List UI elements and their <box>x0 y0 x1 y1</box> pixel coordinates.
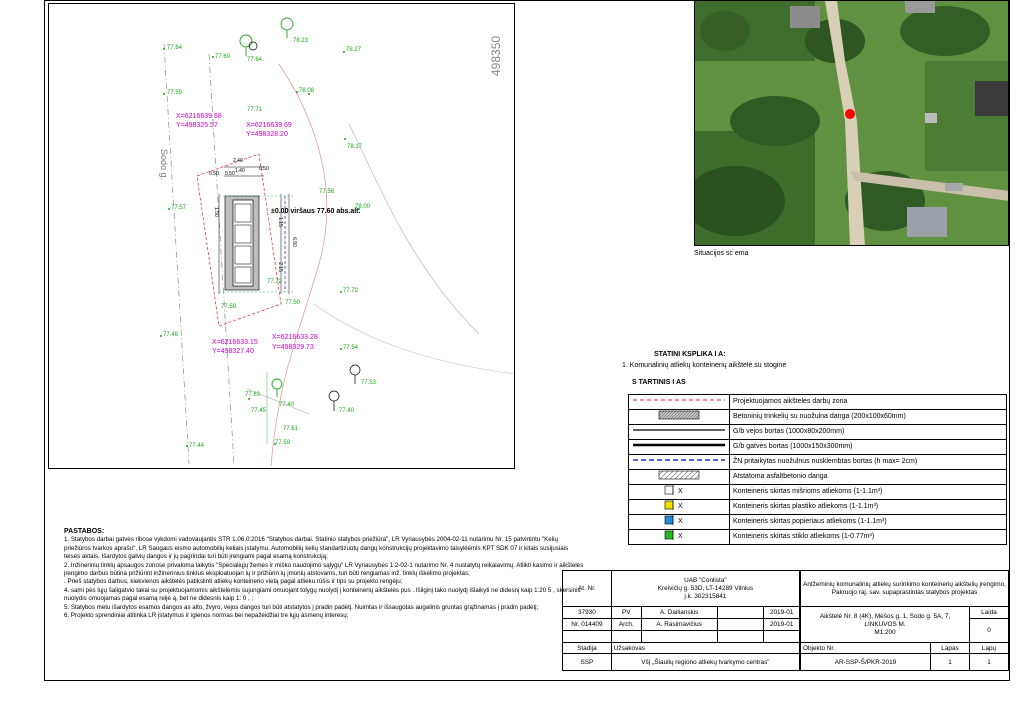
signer-nr: 37930 <box>563 607 612 619</box>
dim-label: 2.40 <box>233 158 243 164</box>
note-item: 5. Statybos metu išardytos esamos dangos as alto, žvyro, vejos dangos turi būti atstatytos į pradin padėtį. Nuimtas ir išsaugotas augalinis gruntas grąžinamas į pradin padėtį; <box>64 603 539 611</box>
explication-item: 1. Komunalinių atliekų konteinerių aikštelė su stogine <box>622 362 787 369</box>
coord-1-x: X=6216639.58 <box>176 113 222 120</box>
legend-title: S TARTINIS I AS <box>632 379 686 386</box>
coord-3-y: Y=498327.40 <box>212 348 254 355</box>
elev-mark: 78.17 <box>347 144 363 150</box>
coord-4-y: Y=498329.73 <box>272 344 314 351</box>
legend-row <box>629 500 1007 515</box>
coord-1-y: Y=498325.57 <box>176 122 218 129</box>
blank-cell <box>764 631 800 643</box>
signer-name: A. Rasimavičius <box>641 619 717 631</box>
plan-vertical-code: 498350 <box>489 35 503 76</box>
legend-table <box>628 394 1007 545</box>
title-block-left <box>562 570 800 671</box>
signature <box>717 619 764 631</box>
notes <box>64 528 584 620</box>
legend-symbol <box>629 470 730 485</box>
legend-symbol <box>629 485 730 500</box>
dim-label: 1.15 <box>276 217 283 227</box>
elev-mark: 77.45 <box>251 408 267 414</box>
dim-label: 1.50 <box>212 207 219 217</box>
dim-label: 0.50 <box>259 166 269 172</box>
coord-2-y: Y=498328.20 <box>246 131 288 138</box>
street-axis-line <box>164 44 189 464</box>
note-item: . Prieš statybos darbus, kiekvienos aikštelės patikslinti atliekų konteinerio vietą pagal atlieku rūšis ir tips su projekto rengėju; <box>64 578 403 586</box>
situation-aerial-map <box>694 0 1009 246</box>
stadija-value: SSP <box>563 654 612 671</box>
legend-label: ŽN pritaikytas nuožulnus nusklembtas bortas (h max= 2cm) <box>730 455 1007 470</box>
company-address: Kreivičių g. 53D, LT-14289 Vilnius <box>657 584 754 592</box>
legend-symbol <box>629 455 730 470</box>
elev-mark: 78.08 <box>299 88 315 94</box>
company-code: į.k. 302315841 <box>684 592 727 600</box>
site-line-1: Aikštelė Nr. 8 (4K), Mėšos g. 1, Sodo g. 5A, 7, <box>819 612 951 620</box>
elev-mark: 77.72 <box>267 279 283 285</box>
elev-mark: 77.61 <box>283 426 299 432</box>
container-4 <box>235 267 251 283</box>
elev-mark: 77.50 <box>285 300 301 306</box>
elev-mark: 77.63 <box>245 392 261 398</box>
elev-mark: 77.59 <box>275 440 291 446</box>
at-nr-label: At. Nr. <box>563 571 612 607</box>
legend-symbol <box>629 425 730 440</box>
legend-row <box>629 395 1007 410</box>
lapu-value: 1 <box>970 654 1009 671</box>
note-item: 2. Inžinerinių tinklų apsaugos zonose privaloma laikytis "Specialiųjų žemės ir miško naudojimo sąlygų" LR Vyriausybės 1 2-02-1 nutarimo Nr. 4 nustatytų reikalavimų. Atlikti kasimo ir aikštelės įrengimo darbus būtina prižiūrint inžinerinius tinklus eksploatuojan ių ir prižiūrin ių įmonių atstovams, turi būti rengiamas inž. tinklų iškėlimo projektas; <box>64 561 584 578</box>
uzsakovas-label: Užsakovas <box>611 643 799 654</box>
legend-row <box>629 410 1007 425</box>
container-mark: X <box>678 503 683 510</box>
signer-nr: Nr. 014409 <box>563 619 612 631</box>
elev-mark: 77.64 <box>167 45 183 51</box>
objekto-value: AR-SSP-Š/PKR-2019 <box>801 654 931 671</box>
legend-symbol <box>629 530 730 545</box>
lapas-label: Lapas <box>931 643 970 654</box>
elev-mark: 77.72 <box>343 288 359 294</box>
elev-mark: 77.54 <box>343 345 359 351</box>
legend-label: Atstatoma asfaltbetonio danga <box>730 470 1007 485</box>
legend-row <box>629 515 1007 530</box>
note-item: 6. Projekto sprendiniai atitinka LR įstatymus ir igienos normas bei nepažeidžiai tre lųjų asmenų interesų; <box>64 612 349 620</box>
signer-date: 2019-01 <box>764 619 800 631</box>
elev-mark: 77.58 <box>319 189 335 195</box>
coord-3-x: X=6216633.15 <box>212 339 258 346</box>
note-item: 4. sami pės lųjų šaligatvio takai su projektuojamomis aikštelėmis sujungiami omuojant tolygų nuolydį į konteinerių aikštelės pus . Išilginį tako nuolydį išlaikyti ne didesnį kaip 1:20 5 , skersinis nuolydis omuojamas pagal esamą reljė ą, bet ne didesnis kaip 1: 0 , ; <box>64 586 581 603</box>
legend-symbol <box>629 395 730 410</box>
container-1 <box>235 204 251 222</box>
explication-title: STATINI KSPLIKA I A: <box>654 351 726 358</box>
legend-symbol <box>629 410 730 425</box>
elev-mark: 77.64 <box>247 57 263 63</box>
elev-mark: 77.53 <box>361 380 377 386</box>
building <box>975 81 1009 116</box>
elev-mark: 77.46 <box>163 332 179 338</box>
elev-mark: 78.00 <box>355 204 371 210</box>
elev-mark: 77.71 <box>247 107 263 113</box>
legend-label: G/b vejos bortas (1000x80x200mm) <box>730 425 1007 440</box>
building <box>905 1 935 13</box>
blank-cell <box>641 631 717 643</box>
site-address <box>801 607 970 643</box>
container-mark: X <box>678 488 683 495</box>
title-block-right <box>800 570 1009 671</box>
container-2 <box>235 225 251 243</box>
elev-mark: 78.23 <box>293 38 309 44</box>
objekto-label: Objekto Nr. <box>801 643 931 654</box>
company-block <box>611 571 799 607</box>
legend-label: Konteineris skirtas popieriaus atliekoms (1-1.1m³) <box>730 515 1007 530</box>
blank-cell <box>611 631 641 643</box>
dim-label: 0.50 <box>225 171 235 177</box>
site-line-3: M1:200 <box>874 628 896 636</box>
container-3 <box>235 246 251 264</box>
legend-row <box>629 455 1007 470</box>
legend-row <box>629 530 1007 545</box>
legend-row <box>629 425 1007 440</box>
legend-label: Konteineris skirtas plastiko atliekoms (1-1.1m³) <box>730 500 1007 515</box>
elev-mark: 78.27 <box>346 47 362 53</box>
blank-cell <box>717 631 764 643</box>
site-plan-drawing <box>49 4 515 469</box>
site-location-marker <box>845 109 855 119</box>
signer-name: A. Dailianskis <box>641 607 717 619</box>
coord-4-x: X=6216633.28 <box>272 334 318 341</box>
container-mark: X <box>678 533 683 540</box>
signature <box>717 607 764 619</box>
dim-label: 2.15 <box>276 262 283 272</box>
legend-label: Konteineris skirtas stiklo atliekoms (1-0.77m³) <box>730 530 1007 545</box>
uzsakovas-value: VšĮ „Šiaulių regiono atliekų tvarkymo centras" <box>611 654 799 671</box>
elev-mark: 77.40 <box>279 402 295 408</box>
blank-cell <box>563 631 612 643</box>
laida-value: 0 <box>970 619 1009 643</box>
site-line-2: LINKUVOS M. <box>864 620 906 628</box>
legend-row <box>629 440 1007 455</box>
legend-symbol <box>629 500 730 515</box>
legend-label: Projektuojamos aikštelės darbų zona <box>730 395 1007 410</box>
signer-role: PV <box>611 607 641 619</box>
building <box>907 207 947 237</box>
dim-label: 6.50 <box>290 237 297 247</box>
lapas-value: 1 <box>931 654 970 671</box>
elev-mark: 77.44 <box>189 443 205 449</box>
legend-label: G/b gatvės bortas (1000x150x300mm) <box>730 440 1007 455</box>
stadija-label: Stadija <box>563 643 612 654</box>
elev-mark: 77.57 <box>171 205 187 211</box>
note-item: 1. Statybos darbai gatvės ribose vykdomi vadovaujantis STR 1.06.0:2016 "Statybos darbai. Statinio statybos priežiūra", LR Vyriausybės 2004-02-11 nutarimu Nr. 15 patvirtintu "Kelių priežiūros tvarkos aprašu", LR Saugaus eismo automobilių keliais įstatymu, Automobilių kelių standartizuotų dangų konstrukcijų projektavimo taisyklėmis KPT SDK 07 ir kitais susijusiais teisės aktais. Išardytos gatvių dangos ir jų pagrindai turi būti įrengiami pagal esamą konstrukciją; <box>64 536 569 561</box>
legend-row <box>629 485 1007 500</box>
site-plan <box>48 3 515 469</box>
company-name: UAB "Conlista" <box>684 576 727 584</box>
elev-mark: 77.40 <box>339 408 355 414</box>
situation-caption: Situacijos sc ema <box>694 250 749 257</box>
legend-label: Betoninių trinkelių su nuožulna danga (200x100x60mm) <box>730 410 1007 425</box>
laida-label: Laida <box>970 607 1009 619</box>
elev-mark: 77.59 <box>221 304 237 310</box>
legend-row <box>629 470 1007 485</box>
terrain-line <box>349 124 479 334</box>
signer-date: 2019-01 <box>764 607 800 619</box>
street-name-label: Sodo g. <box>159 149 169 181</box>
building <box>790 6 820 28</box>
project-title: Antžeminių komunalinių atliekų surinkimo konteinerių aikštelių įrengimo, Pakruojo raj. sav. supaprastintas statybos projektas <box>801 571 1009 607</box>
legend-label: Konteineris skirtas mišrioms atliekoms (1-1.1m³) <box>730 485 1007 500</box>
lapu-label: Lapų <box>970 643 1009 654</box>
elevation-label: ±0.00 viršaus 77.60 abs.alt. <box>271 208 361 215</box>
legend-symbol <box>629 515 730 530</box>
coord-2-x: X=6216639.69 <box>246 122 292 129</box>
terrain-line-2 <box>314 304 515 374</box>
aerial-photo <box>695 1 1009 246</box>
container-mark: X <box>678 518 683 525</box>
dim-label: 0.50 <box>209 171 219 177</box>
legend-symbol <box>629 440 730 455</box>
notes-heading: PASTABOS: <box>64 528 105 535</box>
elev-mark: 77.59 <box>167 90 183 96</box>
dim-label: 1.40 <box>235 168 245 174</box>
signer-role: Arch. <box>611 619 641 631</box>
elev-mark: 77.60 <box>215 54 231 60</box>
